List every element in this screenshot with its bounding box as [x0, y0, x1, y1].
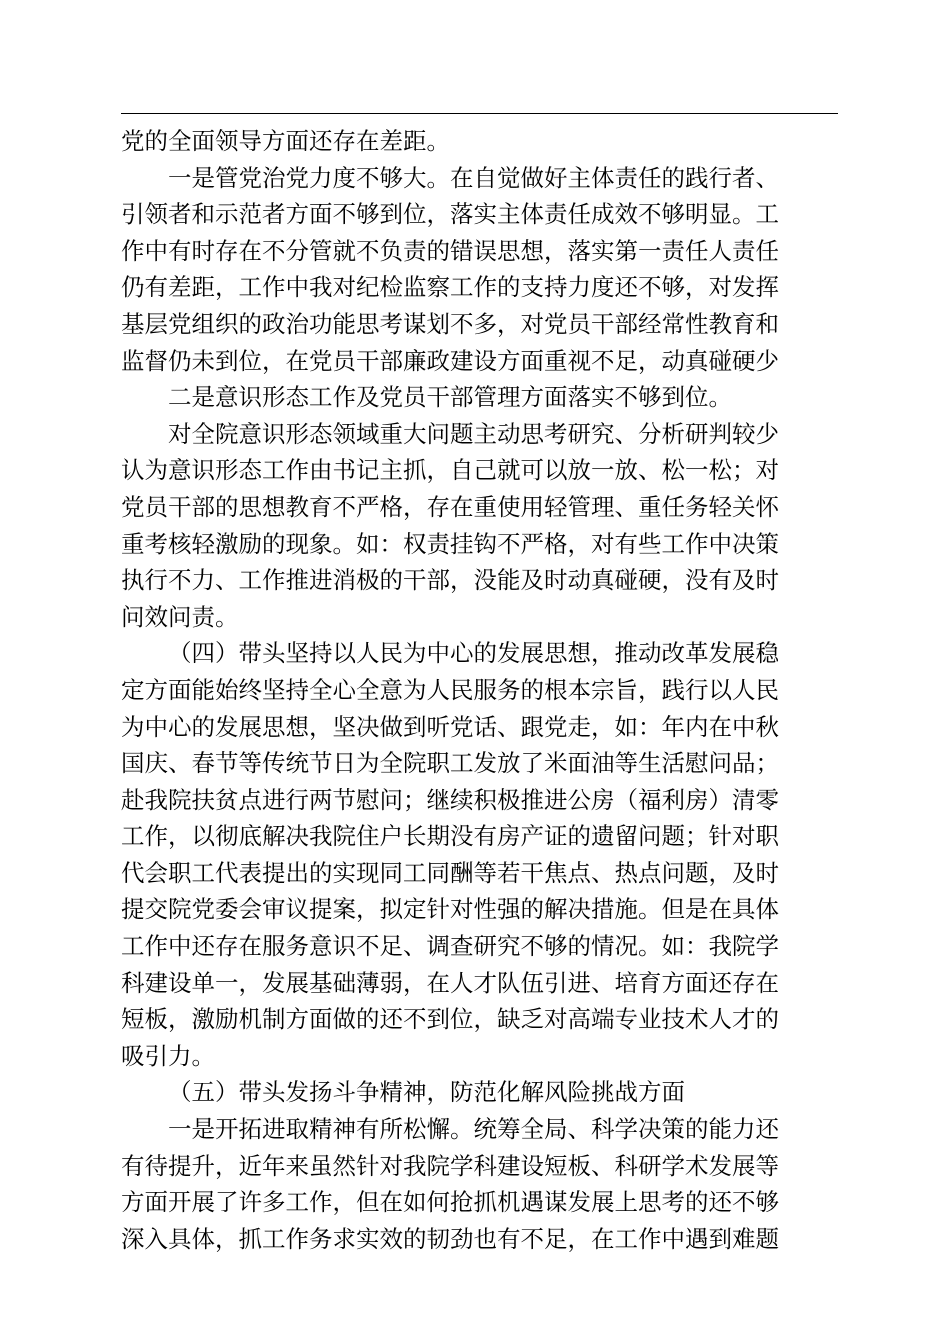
- text-line: 执行不力、工作推进消极的干部，没能及时动真碰硬，没有及时: [121, 566, 779, 595]
- text-line: 二是意识形态工作及党员干部管理方面落实不够到位。: [168, 383, 732, 412]
- text-line: 吸引力。: [121, 1041, 215, 1070]
- text-line: 党员干部的思想教育不严格，存在重使用轻管理、重任务轻关怀: [121, 492, 779, 521]
- text-line: 短板，激励机制方面做的还不到位，缺乏对高端专业技术人才的: [121, 1005, 779, 1034]
- text-line: 赴我院扶贫点进行两节慰问；继续积极推进公房（福利房）清零: [121, 785, 779, 814]
- text-line: （五）带头发扬斗争精神，防范化解风险挑战方面: [168, 1078, 685, 1107]
- text-line: 为中心的发展思想，坚决做到听党话、跟党走，如：年内在中秋: [121, 712, 779, 741]
- text-line: 认为意识形态工作由书记主抓，自己就可以放一放、松一松；对: [121, 456, 779, 485]
- text-line: 作中有时存在不分管就不负责的错误思想，落实第一责任人责任: [121, 236, 779, 265]
- text-line: 工作中还存在服务意识不足、调查研究不够的情况。如：我院学: [121, 932, 779, 961]
- text-line: 仍有差距，工作中我对纪检监察工作的支持力度还不够，对发挥: [121, 273, 779, 302]
- text-line: 问效问责。: [121, 602, 239, 631]
- text-line: 提交院党委会审议提案，拟定针对性强的解决措施。但是在具体: [121, 895, 779, 924]
- body-text: [121, 123, 838, 1257]
- header-rule: [121, 113, 838, 114]
- text-line: 重考核轻激励的现象。如：权责挂钩不严格，对有些工作中决策: [121, 529, 779, 558]
- text-line: 引领者和示范者方面不够到位，落实主体责任成效不够明显。工: [121, 200, 779, 229]
- text-line: 党的全面领导方面还存在差距。: [121, 127, 450, 155]
- text-line: 方面开展了许多工作，但在如何抢抓机遇谋发展上思考的还不够: [121, 1188, 779, 1217]
- text-line: 定方面能始终坚持全心全意为人民服务的根本宗旨，践行以人民: [121, 675, 779, 704]
- text-line: （四）带头坚持以人民为中心的发展思想，推动改革发展稳: [168, 639, 779, 668]
- text-line: 有待提升，近年来虽然针对我院学科建设短板、科研学术发展等: [121, 1151, 779, 1180]
- text-line: 国庆、春节等传统节日为全院职工发放了米面油等生活慰问品；: [121, 749, 779, 778]
- text-line: 一是开拓进取精神有所松懈。统筹全局、科学决策的能力还: [168, 1115, 779, 1144]
- text-line: 一是管党治党力度不够大。在自觉做好主体责任的践行者、: [168, 163, 779, 192]
- text-line: 深入具体，抓工作务求实效的韧劲也有不足，在工作中遇到难题: [121, 1224, 779, 1253]
- text-line: 对全院意识形态领域重大问题主动思考研究、分析研判较少: [168, 419, 779, 448]
- text-line: 科建设单一，发展基础薄弱，在人才队伍引进、培育方面还存在: [121, 968, 779, 997]
- text-line: 工作，以彻底解决我院住户长期没有房产证的遗留问题；针对职: [121, 822, 779, 851]
- text-line: 基层党组织的政治功能思考谋划不多，对党员干部经常性教育和: [121, 309, 779, 338]
- text-line: 监督仍未到位，在党员干部廉政建设方面重视不足，动真碰硬少: [121, 346, 779, 375]
- text-line: 代会职工代表提出的实现同工同酬等若干焦点、热点问题，及时: [121, 858, 779, 887]
